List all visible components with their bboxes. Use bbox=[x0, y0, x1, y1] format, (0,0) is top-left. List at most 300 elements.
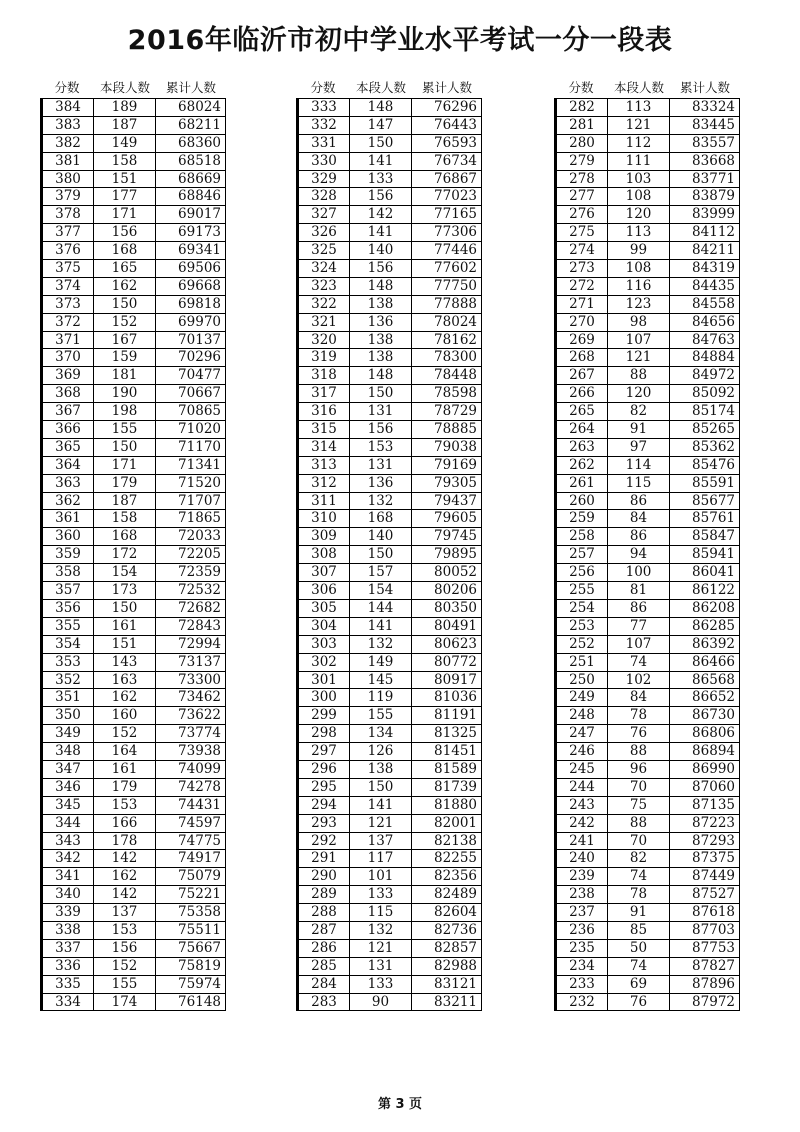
table-row bbox=[40, 528, 226, 546]
table-row bbox=[40, 171, 226, 189]
table-row bbox=[296, 618, 482, 636]
total-cell: 83771 bbox=[692, 170, 735, 187]
count-cell: 150 bbox=[350, 779, 412, 796]
count-cell: 134 bbox=[350, 725, 412, 742]
count-cell: 132 bbox=[350, 922, 412, 939]
total-cell: 87753 bbox=[692, 939, 735, 956]
table-row bbox=[554, 117, 740, 135]
count-cell: 144 bbox=[350, 600, 412, 617]
score-cell: 253 bbox=[557, 618, 608, 635]
total-cell: 78162 bbox=[434, 331, 477, 348]
count-cell: 74 bbox=[608, 958, 670, 975]
count-cell: 141 bbox=[350, 618, 412, 635]
count-cell: 187 bbox=[94, 117, 156, 134]
score-cell: 327 bbox=[299, 206, 350, 223]
count-cell: 126 bbox=[350, 743, 412, 760]
table-row bbox=[554, 654, 740, 672]
score-cell: 281 bbox=[557, 117, 608, 134]
table-row bbox=[554, 153, 740, 171]
score-cell: 339 bbox=[43, 904, 94, 921]
total-cell: 75974 bbox=[178, 975, 221, 992]
count-cell: 121 bbox=[608, 349, 670, 366]
score-cell: 241 bbox=[557, 833, 608, 850]
total-cell: 73300 bbox=[178, 671, 221, 688]
score-cell: 363 bbox=[43, 475, 94, 492]
table-row bbox=[40, 582, 226, 600]
total-cell: 76296 bbox=[434, 99, 477, 115]
total-cell: 78598 bbox=[434, 385, 477, 402]
count-cell: 155 bbox=[94, 421, 156, 438]
count-cell: 165 bbox=[94, 260, 156, 277]
score-cell: 283 bbox=[299, 994, 350, 1011]
count-cell: 100 bbox=[608, 564, 670, 581]
score-cell: 277 bbox=[557, 188, 608, 205]
score-cell: 306 bbox=[299, 582, 350, 599]
table-row bbox=[296, 242, 482, 260]
score-cell: 378 bbox=[43, 206, 94, 223]
total-cell: 77750 bbox=[434, 277, 477, 294]
table-row bbox=[40, 403, 226, 421]
count-cell: 141 bbox=[350, 797, 412, 814]
total-cell: 69970 bbox=[178, 313, 221, 330]
table-row bbox=[554, 546, 740, 564]
table-row bbox=[40, 224, 226, 242]
table-row bbox=[40, 493, 226, 511]
total-cell: 75511 bbox=[178, 921, 221, 938]
total-cell: 87375 bbox=[692, 850, 735, 867]
count-cell: 154 bbox=[94, 564, 156, 581]
table-row bbox=[554, 904, 740, 922]
total-cell: 86466 bbox=[692, 653, 735, 670]
count-cell: 91 bbox=[608, 904, 670, 921]
total-cell: 86122 bbox=[692, 582, 735, 599]
count-cell: 148 bbox=[350, 99, 412, 116]
score-cell: 273 bbox=[557, 260, 608, 277]
count-cell: 88 bbox=[608, 743, 670, 760]
total-cell: 78448 bbox=[434, 367, 477, 384]
total-cell: 83999 bbox=[692, 206, 735, 223]
score-cell: 235 bbox=[557, 940, 608, 957]
total-cell: 82138 bbox=[434, 832, 477, 849]
score-cell: 265 bbox=[557, 403, 608, 420]
page-title: 2016年临沂市初中学业水平考试一分一段表 bbox=[127, 25, 673, 56]
total-cell: 85591 bbox=[692, 474, 735, 491]
score-cell: 350 bbox=[43, 707, 94, 724]
table-row bbox=[40, 385, 226, 403]
table-row bbox=[296, 224, 482, 242]
total-cell: 86894 bbox=[692, 743, 735, 760]
count-cell: 149 bbox=[350, 654, 412, 671]
total-cell: 86990 bbox=[692, 760, 735, 777]
table-row bbox=[40, 833, 226, 851]
table-row bbox=[296, 833, 482, 851]
total-cell: 78729 bbox=[434, 403, 477, 420]
score-cell: 362 bbox=[43, 493, 94, 510]
count-cell: 86 bbox=[608, 493, 670, 510]
total-cell: 70477 bbox=[178, 367, 221, 384]
table-row bbox=[40, 940, 226, 958]
table-row bbox=[40, 600, 226, 618]
table-row bbox=[554, 296, 740, 314]
table-row bbox=[296, 171, 482, 189]
total-cell: 73774 bbox=[178, 725, 221, 742]
score-cell: 370 bbox=[43, 349, 94, 366]
table-row bbox=[554, 242, 740, 260]
count-cell: 150 bbox=[350, 385, 412, 402]
count-cell: 160 bbox=[94, 707, 156, 724]
score-cell: 332 bbox=[299, 117, 350, 134]
score-cell: 353 bbox=[43, 654, 94, 671]
score-cell: 243 bbox=[557, 797, 608, 814]
count-cell: 141 bbox=[350, 153, 412, 170]
score-cell: 356 bbox=[43, 600, 94, 617]
count-cell: 70 bbox=[608, 779, 670, 796]
score-cell: 324 bbox=[299, 260, 350, 277]
score-cell: 325 bbox=[299, 242, 350, 259]
count-cell: 150 bbox=[350, 546, 412, 563]
table-row bbox=[296, 314, 482, 332]
score-cell: 348 bbox=[43, 743, 94, 760]
total-cell: 84884 bbox=[692, 349, 735, 366]
table-row bbox=[40, 296, 226, 314]
count-cell: 151 bbox=[94, 636, 156, 653]
table-row bbox=[554, 475, 740, 493]
count-cell: 156 bbox=[350, 188, 412, 205]
table-row bbox=[296, 457, 482, 475]
total-cell: 74775 bbox=[178, 832, 221, 849]
total-cell: 78300 bbox=[434, 349, 477, 366]
table-row bbox=[40, 260, 226, 278]
total-cell: 79895 bbox=[434, 546, 477, 563]
table-row bbox=[296, 528, 482, 546]
table-row bbox=[40, 242, 226, 260]
count-cell: 116 bbox=[608, 278, 670, 295]
total-cell: 84972 bbox=[692, 367, 735, 384]
table-row bbox=[40, 725, 226, 743]
table-row bbox=[296, 349, 482, 367]
table-row bbox=[554, 403, 740, 421]
count-cell: 82 bbox=[608, 403, 670, 420]
table-row bbox=[40, 564, 226, 582]
table-row bbox=[296, 958, 482, 976]
table-row bbox=[296, 797, 482, 815]
total-cell: 73622 bbox=[178, 707, 221, 724]
score-cell: 376 bbox=[43, 242, 94, 259]
header-score: 分数 bbox=[568, 80, 594, 95]
table-row bbox=[40, 510, 226, 528]
count-cell: 132 bbox=[350, 493, 412, 510]
score-cell: 274 bbox=[557, 242, 608, 259]
score-cell: 252 bbox=[557, 636, 608, 653]
total-cell: 70296 bbox=[178, 349, 221, 366]
total-cell: 83121 bbox=[434, 975, 477, 992]
table-row bbox=[40, 850, 226, 868]
table-row bbox=[296, 510, 482, 528]
total-cell: 74099 bbox=[178, 760, 221, 777]
score-cell: 308 bbox=[299, 546, 350, 563]
score-cell: 239 bbox=[557, 868, 608, 885]
score-cell: 351 bbox=[43, 689, 94, 706]
count-cell: 86 bbox=[608, 528, 670, 545]
count-cell: 153 bbox=[94, 797, 156, 814]
table-row bbox=[296, 904, 482, 922]
score-cell: 311 bbox=[299, 493, 350, 510]
total-cell: 75667 bbox=[178, 939, 221, 956]
count-cell: 140 bbox=[350, 528, 412, 545]
total-cell: 71341 bbox=[178, 456, 221, 473]
count-cell: 187 bbox=[94, 493, 156, 510]
count-cell: 171 bbox=[94, 206, 156, 223]
table-row bbox=[40, 672, 226, 690]
table-row bbox=[296, 206, 482, 224]
total-cell: 85265 bbox=[692, 421, 735, 438]
score-cell: 379 bbox=[43, 188, 94, 205]
count-cell: 168 bbox=[94, 242, 156, 259]
score-cell: 305 bbox=[299, 600, 350, 617]
score-cell: 312 bbox=[299, 475, 350, 492]
count-cell: 143 bbox=[94, 654, 156, 671]
count-cell: 78 bbox=[608, 886, 670, 903]
table-row bbox=[296, 582, 482, 600]
score-cell: 267 bbox=[557, 367, 608, 384]
count-cell: 70 bbox=[608, 833, 670, 850]
table-row bbox=[554, 833, 740, 851]
count-cell: 94 bbox=[608, 546, 670, 563]
count-cell: 142 bbox=[94, 850, 156, 867]
table-column-3 bbox=[554, 76, 740, 1011]
count-cell: 168 bbox=[350, 510, 412, 527]
table-header bbox=[40, 76, 226, 98]
score-cell: 320 bbox=[299, 332, 350, 349]
header-score: 分数 bbox=[310, 80, 336, 95]
score-cell: 338 bbox=[43, 922, 94, 939]
score-cell: 340 bbox=[43, 886, 94, 903]
total-cell: 74278 bbox=[178, 778, 221, 795]
total-cell: 72205 bbox=[178, 546, 221, 563]
table-row bbox=[40, 314, 226, 332]
table-row bbox=[296, 117, 482, 135]
count-cell: 166 bbox=[94, 815, 156, 832]
total-cell: 85677 bbox=[692, 492, 735, 509]
total-cell: 79745 bbox=[434, 528, 477, 545]
table-row bbox=[40, 743, 226, 761]
score-table bbox=[554, 98, 740, 1011]
total-cell: 81451 bbox=[434, 743, 477, 760]
total-cell: 80491 bbox=[434, 617, 477, 634]
total-cell: 76443 bbox=[434, 116, 477, 133]
count-cell: 149 bbox=[94, 135, 156, 152]
count-cell: 76 bbox=[608, 725, 670, 742]
count-cell: 172 bbox=[94, 546, 156, 563]
table-row bbox=[296, 564, 482, 582]
total-cell: 69017 bbox=[178, 206, 221, 223]
total-cell: 79605 bbox=[434, 510, 477, 527]
total-cell: 73462 bbox=[178, 689, 221, 706]
count-cell: 153 bbox=[94, 922, 156, 939]
score-cell: 326 bbox=[299, 224, 350, 241]
score-cell: 244 bbox=[557, 779, 608, 796]
count-cell: 161 bbox=[94, 761, 156, 778]
count-cell: 82 bbox=[608, 850, 670, 867]
table-row bbox=[40, 135, 226, 153]
total-cell: 82857 bbox=[434, 939, 477, 956]
total-cell: 87449 bbox=[692, 868, 735, 885]
score-cell: 366 bbox=[43, 421, 94, 438]
count-cell: 133 bbox=[350, 171, 412, 188]
count-cell: 151 bbox=[94, 171, 156, 188]
table-row bbox=[554, 994, 740, 1012]
table-row bbox=[296, 922, 482, 940]
table-row bbox=[40, 117, 226, 135]
count-cell: 120 bbox=[608, 385, 670, 402]
score-cell: 369 bbox=[43, 367, 94, 384]
score-cell: 307 bbox=[299, 564, 350, 581]
count-cell: 177 bbox=[94, 188, 156, 205]
header-total: 累计人数 bbox=[679, 80, 730, 95]
table-row bbox=[40, 958, 226, 976]
score-cell: 251 bbox=[557, 654, 608, 671]
score-cell: 288 bbox=[299, 904, 350, 921]
score-cell: 333 bbox=[299, 99, 350, 116]
count-cell: 119 bbox=[350, 689, 412, 706]
table-row bbox=[296, 403, 482, 421]
total-cell: 83324 bbox=[692, 99, 735, 115]
score-cell: 304 bbox=[299, 618, 350, 635]
score-cell: 321 bbox=[299, 314, 350, 331]
score-cell: 342 bbox=[43, 850, 94, 867]
count-cell: 157 bbox=[350, 564, 412, 581]
total-cell: 83211 bbox=[434, 993, 477, 1010]
score-cell: 315 bbox=[299, 421, 350, 438]
count-cell: 132 bbox=[350, 636, 412, 653]
count-cell: 121 bbox=[608, 117, 670, 134]
table-row bbox=[40, 976, 226, 994]
total-cell: 74597 bbox=[178, 814, 221, 831]
table-row bbox=[296, 600, 482, 618]
table-row bbox=[554, 349, 740, 367]
total-cell: 87896 bbox=[692, 975, 735, 992]
count-cell: 138 bbox=[350, 349, 412, 366]
total-cell: 81589 bbox=[434, 760, 477, 777]
count-cell: 81 bbox=[608, 582, 670, 599]
total-cell: 80206 bbox=[434, 582, 477, 599]
count-cell: 101 bbox=[350, 868, 412, 885]
score-cell: 346 bbox=[43, 779, 94, 796]
score-cell: 234 bbox=[557, 958, 608, 975]
count-cell: 155 bbox=[94, 976, 156, 993]
total-cell: 82001 bbox=[434, 814, 477, 831]
score-cell: 384 bbox=[43, 99, 94, 116]
table-column-2 bbox=[296, 76, 482, 1011]
count-cell: 158 bbox=[94, 510, 156, 527]
score-cell: 360 bbox=[43, 528, 94, 545]
total-cell: 86806 bbox=[692, 725, 735, 742]
page-number: 第 3 页 bbox=[377, 1097, 423, 1112]
count-cell: 50 bbox=[608, 940, 670, 957]
score-cell: 290 bbox=[299, 868, 350, 885]
total-cell: 86652 bbox=[692, 689, 735, 706]
total-cell: 87618 bbox=[692, 904, 735, 921]
count-cell: 136 bbox=[350, 475, 412, 492]
score-cell: 242 bbox=[557, 815, 608, 832]
count-cell: 77 bbox=[608, 618, 670, 635]
count-cell: 174 bbox=[94, 994, 156, 1011]
table-row bbox=[554, 367, 740, 385]
total-cell: 69668 bbox=[178, 277, 221, 294]
total-cell: 83879 bbox=[692, 188, 735, 205]
score-cell: 257 bbox=[557, 546, 608, 563]
table-row bbox=[554, 797, 740, 815]
header-score: 分数 bbox=[54, 80, 80, 95]
total-cell: 85941 bbox=[692, 546, 735, 563]
table-row bbox=[554, 707, 740, 725]
total-cell: 80623 bbox=[434, 635, 477, 652]
score-cell: 289 bbox=[299, 886, 350, 903]
total-cell: 68360 bbox=[178, 134, 221, 151]
table-row bbox=[40, 922, 226, 940]
score-cell: 341 bbox=[43, 868, 94, 885]
count-cell: 142 bbox=[94, 886, 156, 903]
count-cell: 153 bbox=[350, 439, 412, 456]
count-cell: 162 bbox=[94, 868, 156, 885]
count-cell: 78 bbox=[608, 707, 670, 724]
count-cell: 155 bbox=[350, 707, 412, 724]
total-cell: 79437 bbox=[434, 492, 477, 509]
score-cell: 302 bbox=[299, 654, 350, 671]
score-cell: 368 bbox=[43, 385, 94, 402]
score-cell: 282 bbox=[557, 99, 608, 116]
count-cell: 76 bbox=[608, 994, 670, 1011]
count-cell: 108 bbox=[608, 260, 670, 277]
total-cell: 77888 bbox=[434, 295, 477, 312]
score-cell: 238 bbox=[557, 886, 608, 903]
table-row bbox=[554, 314, 740, 332]
total-cell: 79305 bbox=[434, 474, 477, 491]
total-cell: 83668 bbox=[692, 152, 735, 169]
count-cell: 152 bbox=[94, 725, 156, 742]
score-cell: 296 bbox=[299, 761, 350, 778]
table-row bbox=[40, 349, 226, 367]
total-cell: 80772 bbox=[434, 653, 477, 670]
count-cell: 156 bbox=[94, 940, 156, 957]
count-cell: 150 bbox=[94, 439, 156, 456]
score-cell: 293 bbox=[299, 815, 350, 832]
count-cell: 152 bbox=[94, 958, 156, 975]
score-cell: 371 bbox=[43, 332, 94, 349]
table-row bbox=[296, 475, 482, 493]
table-row bbox=[554, 528, 740, 546]
score-cell: 372 bbox=[43, 314, 94, 331]
count-cell: 158 bbox=[94, 153, 156, 170]
table-row bbox=[40, 367, 226, 385]
count-cell: 120 bbox=[608, 206, 670, 223]
total-cell: 71020 bbox=[178, 421, 221, 438]
count-cell: 133 bbox=[350, 886, 412, 903]
score-cell: 248 bbox=[557, 707, 608, 724]
count-cell: 121 bbox=[350, 940, 412, 957]
total-cell: 74917 bbox=[178, 850, 221, 867]
table-row bbox=[554, 743, 740, 761]
table-row bbox=[554, 761, 740, 779]
total-cell: 86208 bbox=[692, 599, 735, 616]
total-cell: 80917 bbox=[434, 671, 477, 688]
table-row bbox=[296, 976, 482, 994]
header-count: 本段人数 bbox=[99, 80, 150, 95]
score-cell: 357 bbox=[43, 582, 94, 599]
total-cell: 80350 bbox=[434, 599, 477, 616]
count-cell: 173 bbox=[94, 582, 156, 599]
score-cell: 263 bbox=[557, 439, 608, 456]
